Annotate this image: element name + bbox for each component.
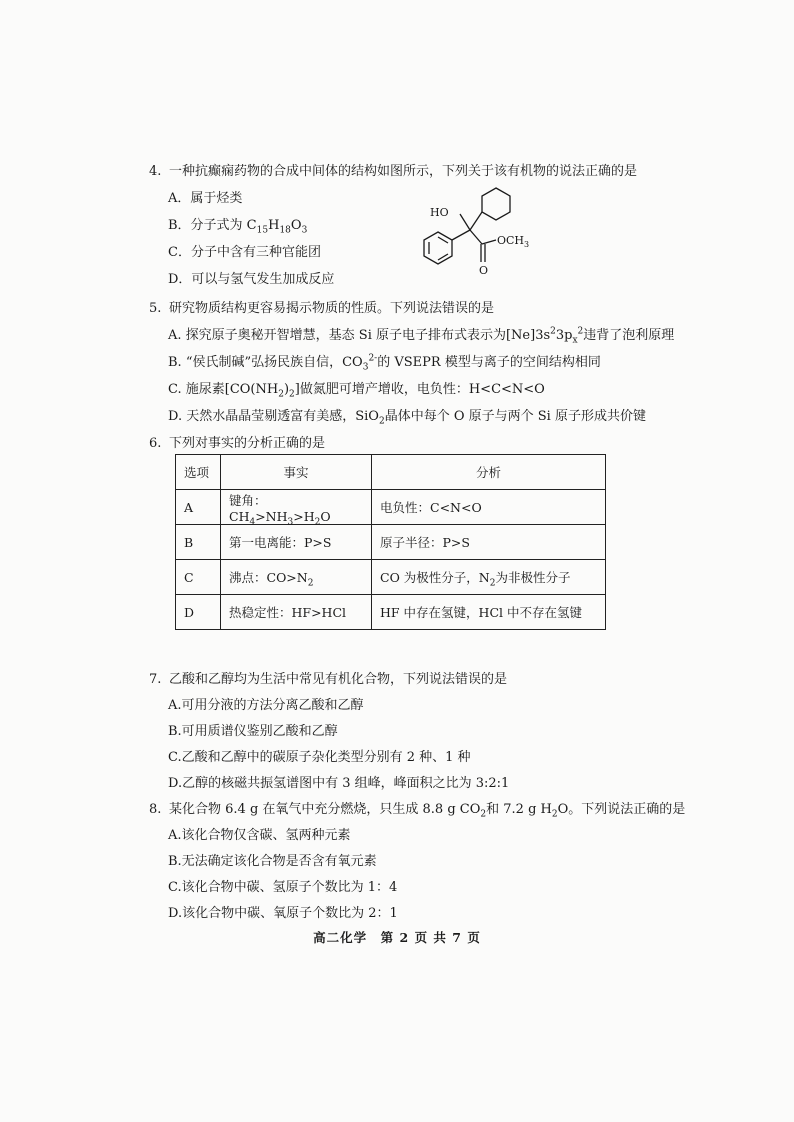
question-8-stem: 8. 某化合物 6.4 g 在氧气中充分燃烧，只生成 8.8 g $CO_2$和 7.2 g $H_2O$。下列说法正确的是 xyxy=(149,802,686,820)
benzene-ring xyxy=(424,232,452,264)
question-number: 4. xyxy=(149,164,162,179)
question-number: 5. xyxy=(149,301,162,316)
header-fact: 事实 xyxy=(221,455,372,490)
table-row: B 第一电离能：P>S 原子半径：P>S xyxy=(176,525,606,560)
q7-option-a: A.可用分液的方法分离乙酸和乙醇 xyxy=(168,698,364,713)
table-header-row xyxy=(176,455,606,490)
q7-option-d: D.乙醇的核磁共振氢谱图中有 3 组峰，峰面积之比为 3:2:1 xyxy=(168,776,510,791)
question-number: 6. xyxy=(149,436,162,451)
question-number: 8. xyxy=(149,802,162,817)
q5-option-b: B. “侯氏制碱”弘扬民族自信，$CO_3^{2-}$的 VSEPR 模型与离子的空间结构相同 xyxy=(168,353,601,373)
question-number: 7. xyxy=(149,672,162,687)
page-footer: 高二化学 第 2 页 共 7 页 xyxy=(313,930,481,945)
table-row: D 热稳定性：HF>HCl HF 中存在氢键，HCl 中不存在氢键 xyxy=(176,595,606,630)
q7-option-b: B.可用质谱仪鉴别乙酸和乙醇 xyxy=(168,724,338,739)
q4-option-c: C．分子中含有三种官能团 xyxy=(168,245,321,260)
q5-option-a: A. 探究原子奥秘开智增慧，基态 Si 原子电子排布式表示为$[Ne]3s^23p_x^2$违背了泡利原理 xyxy=(168,326,675,346)
q8-option-d: D.该化合物中碳、氧原子个数比为 2：1 xyxy=(168,906,398,921)
q4-option-a: A．属于烃类 xyxy=(168,191,243,206)
q4-option-d: D．可以与氢气发生加成反应 xyxy=(168,272,335,287)
question-7-stem: 7. 乙酸和乙醇均为生活中常见有机化合物，下列说法错误的是 xyxy=(149,672,508,687)
cyclohexane-ring xyxy=(482,188,510,220)
mol-label-ho: HO xyxy=(430,206,449,219)
question-4-stem: 4. 一种抗癫痫药物的合成中间体的结构如图所示，下列关于该有机物的说法正确的是 xyxy=(149,164,638,179)
table-row: A 键角：$CH_4>NH_3>H_2O$ 电负性：C<N<O xyxy=(176,490,606,525)
header-analysis: 分析 xyxy=(372,455,606,490)
q8-option-c: C.该化合物中碳、氢原子个数比为 1：4 xyxy=(168,880,398,895)
structure-formula-image xyxy=(408,182,558,278)
header-option: 选项 xyxy=(176,455,221,490)
q8-option-a: A.该化合物仅含碳、氢两种元素 xyxy=(168,828,351,843)
q7-option-c: C.乙酸和乙醇中的碳原子杂化类型分别有 2 种、1 种 xyxy=(168,750,471,765)
mol-label-och3: $OCH_3$ xyxy=(497,234,530,249)
q5-option-d: D. 天然水晶晶莹剔透富有美感，SiO$_2$晶体中每个 O 原子与两个 Si 原子形成共价键 xyxy=(168,409,646,427)
mol-label-o: O xyxy=(479,264,489,277)
q8-option-b: B.无法确定该化合物是否含有氧元素 xyxy=(168,854,377,869)
table-row: C 沸点：$CO>N_2$ CO 为极性分子，$N_2$为非极性分子 xyxy=(176,560,606,595)
question-5-stem: 5. 研究物质结构更容易揭示物质的性质。下列说法错误的是 xyxy=(149,301,495,316)
q5-option-c: C. 施尿素$[CO(NH_2)_2]$做氮肥可增产增收，电负性：H<C<N<O xyxy=(168,382,545,400)
q4-option-b: B．分子式为 $C_{15}H_{18}O_3$ xyxy=(168,218,308,236)
question-6-stem: 6. 下列对事实的分析正确的是 xyxy=(149,436,326,451)
facts-analysis-table xyxy=(175,454,606,630)
